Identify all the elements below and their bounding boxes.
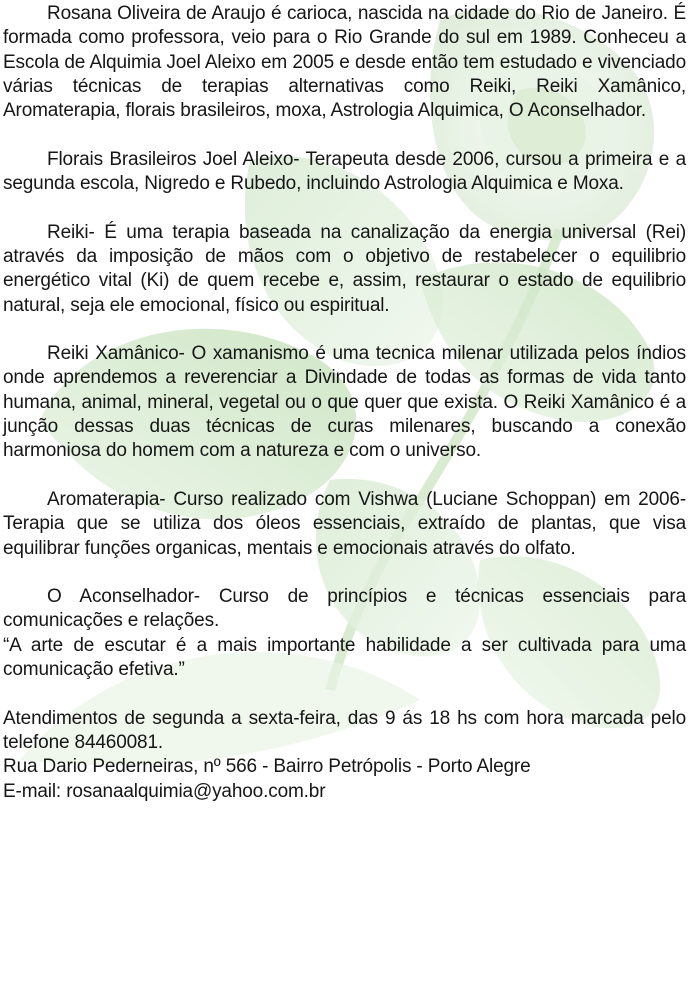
paragraph-reiki: Reiki- É uma terapia baseada na canalização da energia universal (Rei) através da imposição de mãos com o objetivo de restabelecer o equilibrio energético vital (Ki) de quem recebe e, assim, restaurar o estado de equilibrio natural, seja ele emocional, físico ou espiritual. (3, 221, 686, 316)
spacer (3, 318, 686, 342)
spacer (3, 464, 686, 488)
paragraph-aromaterapia: Aromaterapia- Curso realizado com Vishwa (Luciane Schoppan) em 2006- Terapia que se utiliza dos óleos essenciais, extraído de plantas, que visa equilibrar funções organicas, mentais e emocionais através do olfato. (3, 488, 686, 559)
spacer (3, 561, 686, 585)
spacer (3, 196, 686, 220)
contact-hours: Atendimentos de segunda a sexta-feira, das 9 ás 18 hs com hora marcada pelo telefone 84460081. (3, 707, 686, 753)
spacer (3, 123, 686, 147)
contact-email: E-mail: rosanaalquimia@yahoo.com.br (3, 780, 326, 802)
paragraph-reiki-xamanico: Reiki Xamânico- O xamanismo é uma tecnica milenar utilizada pelos índios onde aprendemos a reverenciar a Divindade de todas as formas de vida tanto humana, animal, mineral, vegetal ou o que quer que exista. O Reiki Xamânico é a junção dessas duas técnicas de curas milenares, buscando a conexão harmoniosa do homem com a natureza e com o universo. (3, 343, 686, 462)
contact-address: Rua Dario Pederneiras, nº 566 - Bairro Petrópolis - Porto Alegre (3, 756, 531, 778)
spacer (3, 682, 686, 706)
paragraph-aconselhador: O Aconselhador- Curso de princípios e técnicas essenciais para comunicações e relações. (3, 586, 686, 632)
quote: “A arte de escutar é a mais importante habilidade a ser cultivada para uma comunicação efetiva.” (3, 634, 686, 681)
paragraph-florais: Florais Brasileiros Joel Aleixo- Terapeuta desde 2006, cursou a primeira e a segunda escola, Nigredo e Rubedo, incluindo Astrologia Alquimica e Moxa. (3, 148, 686, 195)
paragraph-bio: Rosana Oliveira de Araujo é carioca, nascida na cidade do Rio de Janeiro. É formada como professora, veio para o Rio Grande do sul em 1989. Conheceu a Escola de Alquimia Joel Aleixo em 2005 e desde então tem estudado e vivenciado várias técnicas de terapias alternativas como Reiki, Reiki Xamânico, Aromaterapia, florais brasileiros, moxa, Astrologia Alquimica, O Aconselhador. (3, 3, 686, 122)
